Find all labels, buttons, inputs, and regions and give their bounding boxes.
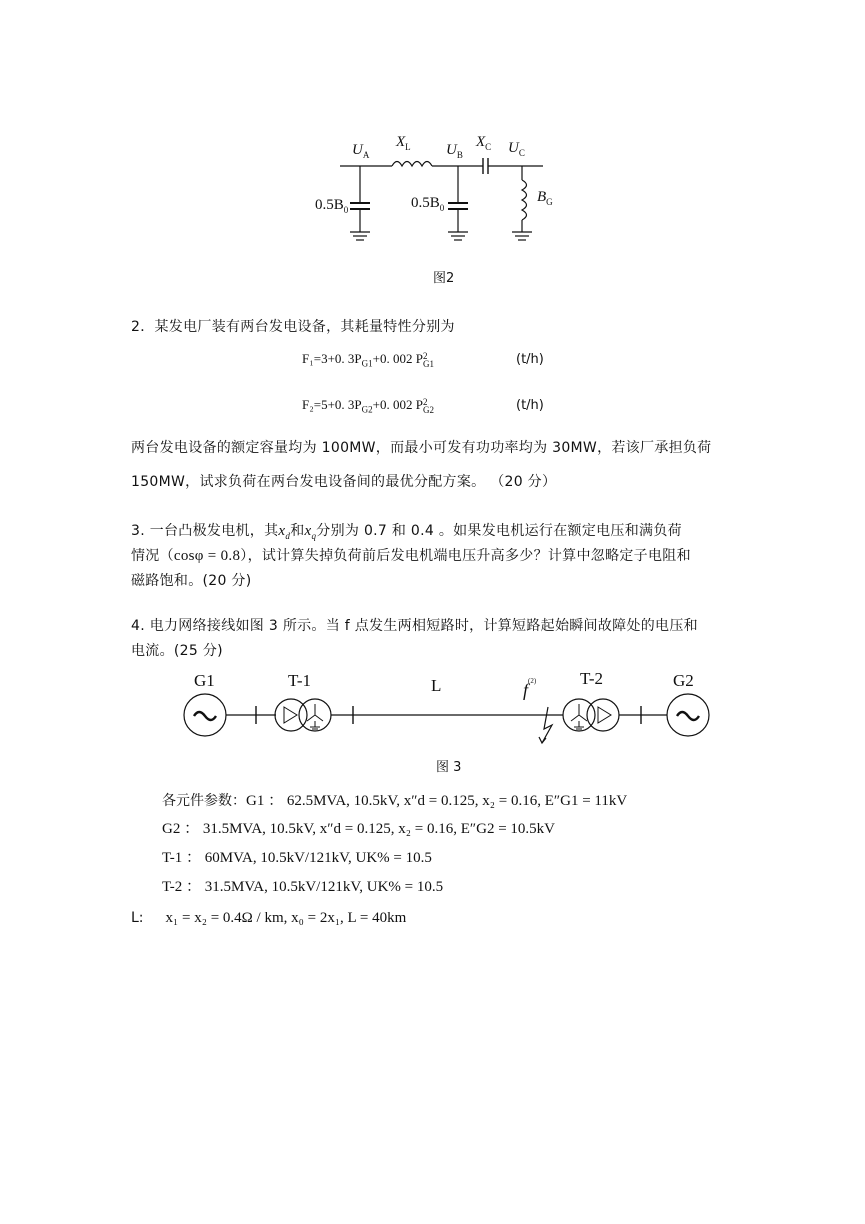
figure-2-circuit [300, 128, 570, 253]
figure-3-network [180, 685, 715, 747]
label-ua: $U_A$ [352, 142, 370, 160]
q2-intro: 2．某发电厂装有两台发电设备，其耗量特性分别为 [131, 319, 455, 335]
q3-line-3: 磁路饱和。(20 分) [131, 573, 252, 589]
q2-unit-2: (t/h) [516, 398, 544, 413]
label-xc: $X_C$ [476, 134, 492, 152]
param-g2: G2 ： 31.5MVA, 10.5kV, x″d = 0.125, x₂ = 0.16, E″G2 = 10.5kV [162, 821, 555, 837]
q2-line-1: 两台发电设备的额定容量均为 100MW，而最小可发有功功率均为 30MW，若该厂承担负荷 [131, 440, 712, 456]
param-t2: T-2 ： 31.5MVA, 10.5kV/121kV, UK% = 10.5 [162, 879, 444, 895]
param-g1: 各元件参数：G1 ： 62.5MVA, 10.5kV, x″d = 0.125, x₂ = 0.16, E″G1 = 11kV [162, 793, 628, 809]
label-g1: G1 [194, 671, 215, 690]
label-t1: T-1 [288, 671, 311, 690]
figure-2-caption: 图2 [433, 271, 455, 286]
label-ub: $U_B$ [446, 142, 463, 160]
q2-f2-formula: F₂=5+0. $3P_{G2}+0$. 002 P 2 G2 [302, 397, 434, 416]
label-g2: G2 [673, 671, 694, 690]
label-t2: T-2 [580, 669, 603, 688]
label-l: L [431, 676, 442, 695]
q2-unit-1: (t/h) [516, 352, 544, 367]
param-t1: T-1 ： 60MVA, 10.5kV/121kV, UK% = 10.5 [162, 850, 432, 866]
q2-f1-formula: F₁=3+0. $3P_{G1}+0$. 002 P 2 G1 [302, 351, 434, 370]
label-fault-f: $f^{(2)}$ [523, 677, 537, 700]
q3-line-1: 3. 一台凸极发电机，其$x_d$和$x_q$分别为 0.7 和 0.4 。如果发电机运行在额定电压和满负荷 [131, 523, 682, 541]
label-uc: $U_C$ [508, 140, 525, 158]
figure-3-caption: 图 3 [436, 760, 462, 775]
q3-line-2: 情况（cosφ = 0.8），试计算失掉负荷前后发电机端电压升高多少？计算中忽略定子电阻和 [131, 548, 691, 564]
label-bg: $B_G$ [537, 189, 553, 207]
param-line: L: x₁ = x₂ = 0.4Ω / km, x₀ = 2x₁, L = 40km [131, 910, 407, 926]
q4-line-2: 电流。(25 分) [131, 643, 223, 659]
label-b0-mid: $0.5B_0$ [411, 195, 445, 213]
q2-line-2: 150MW，试求负荷在两台发电设备间的最优分配方案。 （20 分） [131, 474, 557, 490]
label-b0-left: $0.5B_0$ [315, 197, 349, 215]
label-xl: $X_L$ [396, 134, 411, 152]
q4-line-1: 4. 电力网络接线如图 3 所示。当 f 点发生两相短路时，计算短路起始瞬间故障处的电压和 [131, 618, 698, 634]
